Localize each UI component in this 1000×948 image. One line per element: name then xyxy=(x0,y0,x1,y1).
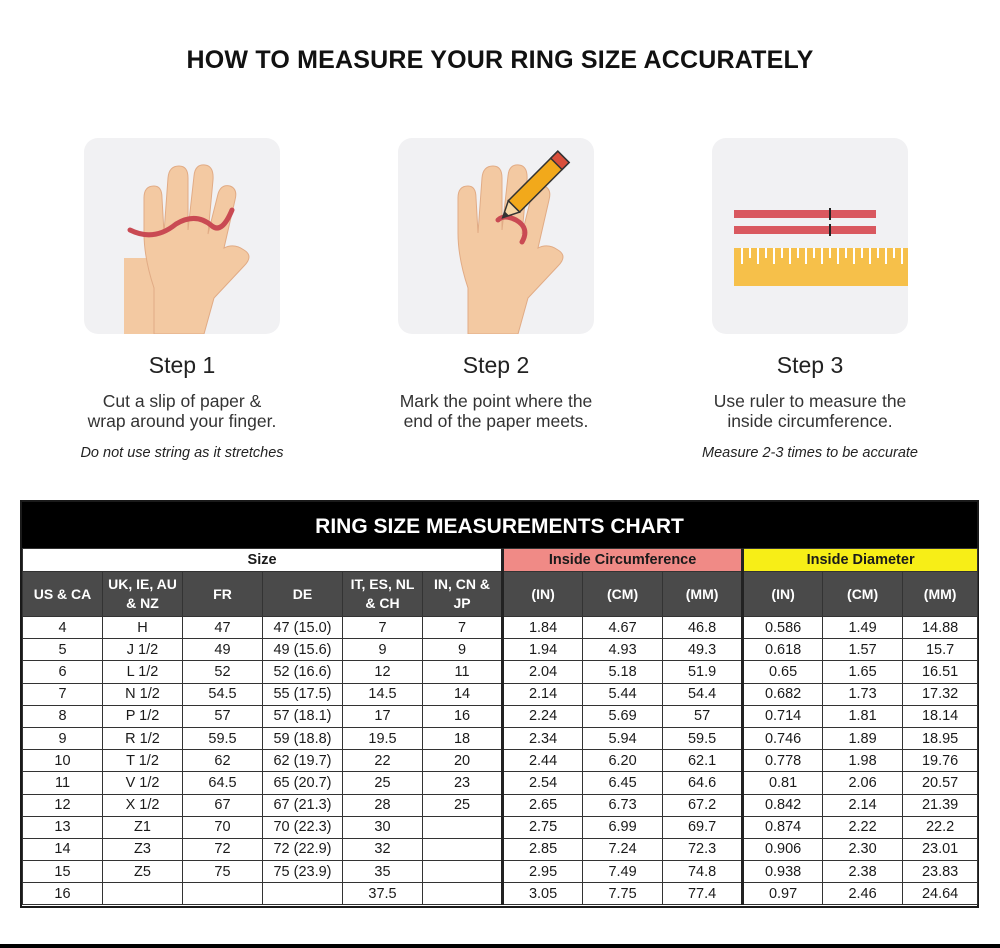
table-row xyxy=(23,727,978,749)
table-cell: 0.682 xyxy=(743,683,823,705)
table-cell: 70 (22.3) xyxy=(263,816,343,838)
table-cell: 5.18 xyxy=(583,661,663,683)
table-row xyxy=(23,816,978,838)
table-row xyxy=(23,861,978,883)
table-cell xyxy=(263,883,343,905)
table-cell: 1.98 xyxy=(823,750,903,772)
table-cell: 35 xyxy=(343,861,423,883)
table-cell: 23.83 xyxy=(903,861,978,883)
column-header-label: (MM) xyxy=(923,585,957,602)
table-cell: 37.5 xyxy=(343,883,423,905)
column-header-label: (IN) xyxy=(531,585,555,602)
table-cell: J 1/2 xyxy=(103,639,183,661)
table-cell: 57 xyxy=(663,705,743,727)
table-cell: 1.84 xyxy=(503,617,583,639)
table-cell: 46.8 xyxy=(663,617,743,639)
hand-pencil-mark-icon xyxy=(398,138,594,334)
table-cell: 55 (17.5) xyxy=(263,683,343,705)
column-header xyxy=(263,572,343,617)
table-cell: 18.95 xyxy=(903,727,978,749)
table-row xyxy=(23,639,978,661)
table-cell: 5.69 xyxy=(583,705,663,727)
table-row xyxy=(23,883,978,905)
column-header xyxy=(103,572,183,617)
table-cell: 16 xyxy=(423,705,503,727)
column-header xyxy=(743,572,823,617)
table-cell: 13 xyxy=(23,816,103,838)
table-cell: 49.3 xyxy=(663,639,743,661)
table-cell: 22.2 xyxy=(903,816,978,838)
table-cell: 54.5 xyxy=(183,683,263,705)
table-cell: 72.3 xyxy=(663,838,743,860)
table-cell: 7.75 xyxy=(583,883,663,905)
column-header-label: US & CA xyxy=(33,585,92,602)
table-cell: 2.38 xyxy=(823,861,903,883)
table-cell: 30 xyxy=(343,816,423,838)
table-cell: 2.65 xyxy=(503,794,583,816)
column-header-label: (CM) xyxy=(847,585,879,602)
table-cell: 1.65 xyxy=(823,661,903,683)
table-cell: 77.4 xyxy=(663,883,743,905)
table-row xyxy=(23,794,978,816)
table-cell: 49 (15.6) xyxy=(263,639,343,661)
table-cell: 62 (19.7) xyxy=(263,750,343,772)
table-cell: 72 xyxy=(183,838,263,860)
column-header-label: IT, ES, NL & CH xyxy=(350,576,415,611)
column-header-label: (CM) xyxy=(607,585,639,602)
table-cell: N 1/2 xyxy=(103,683,183,705)
table-cell: Z1 xyxy=(103,816,183,838)
table-cell: 51.9 xyxy=(663,661,743,683)
table-cell: Z3 xyxy=(103,838,183,860)
table-cell: 7 xyxy=(23,683,103,705)
table-cell: 28 xyxy=(343,794,423,816)
table-cell: 59 (18.8) xyxy=(263,727,343,749)
step-1 xyxy=(22,138,342,461)
table-cell: 19.5 xyxy=(343,727,423,749)
table-cell: 4.67 xyxy=(583,617,663,639)
table-cell: 70 xyxy=(183,816,263,838)
table-cell: 9 xyxy=(343,639,423,661)
group-inside-circumference: Inside Circumference xyxy=(503,549,743,572)
table-cell: 2.95 xyxy=(503,861,583,883)
step-3-description: Use ruler to measure the inside circumference. xyxy=(713,391,907,431)
table-cell: 67 (21.3) xyxy=(263,794,343,816)
table-body xyxy=(23,617,978,905)
step-1-note: Do not use string as it stretches xyxy=(80,445,284,461)
table-cell: 2.14 xyxy=(823,794,903,816)
table-cell: 49 xyxy=(183,639,263,661)
table-cell: 2.34 xyxy=(503,727,583,749)
table-row xyxy=(23,750,978,772)
table-cell: 8 xyxy=(23,705,103,727)
table-cell: 2.04 xyxy=(503,661,583,683)
step-1-title: Step 1 xyxy=(148,352,216,378)
column-header xyxy=(903,572,978,617)
table-cell: 2.85 xyxy=(503,838,583,860)
table-cell: 14.88 xyxy=(903,617,978,639)
table-cell: 2.54 xyxy=(503,772,583,794)
table-cell: 74.8 xyxy=(663,861,743,883)
table-cell: 7 xyxy=(423,617,503,639)
table-cell: 17 xyxy=(343,705,423,727)
hand-wrap-paper-icon xyxy=(84,138,280,334)
column-header xyxy=(663,572,743,617)
table-cell: T 1/2 xyxy=(103,750,183,772)
table-cell xyxy=(423,816,503,838)
table-row xyxy=(23,661,978,683)
table-cell: 64.6 xyxy=(663,772,743,794)
table-cell: 11 xyxy=(23,772,103,794)
group-size: Size xyxy=(23,549,503,572)
table-cell: 0.65 xyxy=(743,661,823,683)
table-cell: 59.5 xyxy=(663,727,743,749)
table-cell: 0.586 xyxy=(743,617,823,639)
table-cell: 2.30 xyxy=(823,838,903,860)
table-cell: 22 xyxy=(343,750,423,772)
table-cell: 1.94 xyxy=(503,639,583,661)
table-cell: 5.94 xyxy=(583,727,663,749)
table-cell: 0.81 xyxy=(743,772,823,794)
table-cell: 1.57 xyxy=(823,639,903,661)
table-cell: 19.76 xyxy=(903,750,978,772)
table-cell: 0.97 xyxy=(743,883,823,905)
ring-size-chart xyxy=(20,500,979,908)
column-header xyxy=(23,572,103,617)
table-cell: 18.14 xyxy=(903,705,978,727)
table-cell: 75 xyxy=(183,861,263,883)
table-cell: 32 xyxy=(343,838,423,860)
table-cell: 23.01 xyxy=(903,838,978,860)
table-cell: X 1/2 xyxy=(103,794,183,816)
table-cell: 9 xyxy=(423,639,503,661)
table-cell: 0.714 xyxy=(743,705,823,727)
table-cell: 54.4 xyxy=(663,683,743,705)
chart-title: RING SIZE MEASUREMENTS CHART xyxy=(22,502,977,548)
table-row xyxy=(23,838,978,860)
table-cell: 16 xyxy=(23,883,103,905)
table-cell: 6.73 xyxy=(583,794,663,816)
table-cell: 25 xyxy=(343,772,423,794)
table-cell: 47 (15.0) xyxy=(263,617,343,639)
table-cell: 6.20 xyxy=(583,750,663,772)
column-header xyxy=(183,572,263,617)
table-cell: 7.24 xyxy=(583,838,663,860)
table-cell: 4 xyxy=(23,617,103,639)
step-2-description: Mark the point where the end of the paper meets. xyxy=(399,391,593,431)
table-cell: 14 xyxy=(23,838,103,860)
column-header-label: DE xyxy=(292,585,313,602)
table-cell: 4.93 xyxy=(583,639,663,661)
step-3-title: Step 3 xyxy=(776,352,844,378)
table-cell: 0.938 xyxy=(743,861,823,883)
table-cell xyxy=(423,838,503,860)
table-cell: 10 xyxy=(23,750,103,772)
table-cell: 2.46 xyxy=(823,883,903,905)
group-inside-diameter: Inside Diameter xyxy=(743,549,978,572)
column-header-label: FR xyxy=(213,585,232,602)
page-title: HOW TO MEASURE YOUR RING SIZE ACCURATELY xyxy=(186,46,814,74)
table-cell: 7 xyxy=(343,617,423,639)
table-cell: 75 (23.9) xyxy=(263,861,343,883)
table-cell: 67 xyxy=(183,794,263,816)
table-cell: 5 xyxy=(23,639,103,661)
column-header-label: IN, CN & JP xyxy=(434,576,491,611)
table-cell: 16.51 xyxy=(903,661,978,683)
table-cell: 59.5 xyxy=(183,727,263,749)
table-cell: 72 (22.9) xyxy=(263,838,343,860)
table-cell: H xyxy=(103,617,183,639)
table-cell: P 1/2 xyxy=(103,705,183,727)
table-cell: 57 (18.1) xyxy=(263,705,343,727)
table-cell: R 1/2 xyxy=(103,727,183,749)
column-header xyxy=(343,572,423,617)
table-cell: 62 xyxy=(183,750,263,772)
table-cell: 5.44 xyxy=(583,683,663,705)
table-cell: 12 xyxy=(343,661,423,683)
table-cell: 0.746 xyxy=(743,727,823,749)
table-cell: 2.44 xyxy=(503,750,583,772)
step-2-title: Step 2 xyxy=(462,352,530,378)
bottom-divider xyxy=(0,944,1000,948)
paper-ruler-icon xyxy=(712,138,908,334)
table-cell: 0.874 xyxy=(743,816,823,838)
table-cell: L 1/2 xyxy=(103,661,183,683)
table-cell xyxy=(183,883,263,905)
table-cell: 57 xyxy=(183,705,263,727)
table-cell: 1.89 xyxy=(823,727,903,749)
table-cell: 25 xyxy=(423,794,503,816)
table-cell: 0.618 xyxy=(743,639,823,661)
table-cell: 52 xyxy=(183,661,263,683)
table-cell: 21.39 xyxy=(903,794,978,816)
table-cell: 18 xyxy=(423,727,503,749)
table-cell: 69.7 xyxy=(663,816,743,838)
step-3 xyxy=(650,138,970,461)
table-row xyxy=(23,683,978,705)
table-cell: 23 xyxy=(423,772,503,794)
table-cell: 14.5 xyxy=(343,683,423,705)
table-cell: 1.81 xyxy=(823,705,903,727)
table-cell: 12 xyxy=(23,794,103,816)
table-cell xyxy=(103,883,183,905)
table-cell: 0.778 xyxy=(743,750,823,772)
table-cell: 62.1 xyxy=(663,750,743,772)
table-row xyxy=(23,705,978,727)
table-cell: 20 xyxy=(423,750,503,772)
column-header-label: (IN) xyxy=(771,585,795,602)
table-cell: 6.45 xyxy=(583,772,663,794)
table-cell: 2.14 xyxy=(503,683,583,705)
step-3-note: Measure 2-3 times to be accurate xyxy=(702,445,918,461)
column-header-label: (MM) xyxy=(685,585,719,602)
column-header-row xyxy=(23,572,978,617)
table-cell: Z5 xyxy=(103,861,183,883)
table-cell: 24.64 xyxy=(903,883,978,905)
table-cell: 1.49 xyxy=(823,617,903,639)
column-header xyxy=(423,572,503,617)
ring-size-table xyxy=(22,548,978,905)
table-cell: 6.99 xyxy=(583,816,663,838)
column-header xyxy=(583,572,663,617)
table-cell: 0.842 xyxy=(743,794,823,816)
table-row xyxy=(23,772,978,794)
column-header xyxy=(503,572,583,617)
table-cell: 17.32 xyxy=(903,683,978,705)
table-cell: 7.49 xyxy=(583,861,663,883)
column-header xyxy=(823,572,903,617)
table-cell: 15 xyxy=(23,861,103,883)
table-cell: 6 xyxy=(23,661,103,683)
table-cell: 20.57 xyxy=(903,772,978,794)
table-cell xyxy=(423,861,503,883)
table-cell: 15.7 xyxy=(903,639,978,661)
table-cell: 14 xyxy=(423,683,503,705)
table-cell: 2.24 xyxy=(503,705,583,727)
table-cell: 2.06 xyxy=(823,772,903,794)
table-cell: 9 xyxy=(23,727,103,749)
table-cell: 67.2 xyxy=(663,794,743,816)
step-2 xyxy=(336,138,656,445)
column-header-label: UK, IE, AU & NZ xyxy=(108,576,177,611)
table-cell: 52 (16.6) xyxy=(263,661,343,683)
table-cell: 65 (20.7) xyxy=(263,772,343,794)
table-cell xyxy=(423,883,503,905)
table-cell: 0.906 xyxy=(743,838,823,860)
table-cell: 47 xyxy=(183,617,263,639)
table-cell: 64.5 xyxy=(183,772,263,794)
table-cell: 2.75 xyxy=(503,816,583,838)
table-row xyxy=(23,617,978,639)
table-cell: 1.73 xyxy=(823,683,903,705)
table-cell: 11 xyxy=(423,661,503,683)
table-cell: V 1/2 xyxy=(103,772,183,794)
table-cell: 3.05 xyxy=(503,883,583,905)
step-1-description: Cut a slip of paper & wrap around your finger. xyxy=(87,391,277,431)
table-cell: 2.22 xyxy=(823,816,903,838)
